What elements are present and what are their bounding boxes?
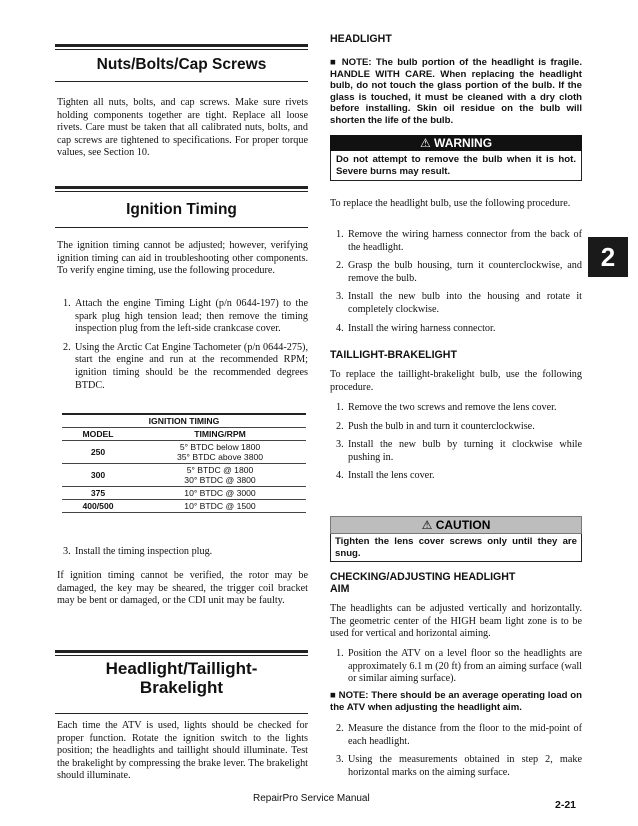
list-item-text: Install the lens cover. [348, 470, 435, 482]
list-item-number: 4. [336, 322, 344, 334]
warning-label: ⚠ WARNING [330, 135, 582, 151]
warning-box [330, 135, 582, 181]
table-cell-timing [134, 500, 306, 513]
timing-line: 10° BTDC @ 1500 [184, 501, 256, 511]
list-item [330, 754, 582, 779]
list-item-number: 1. [336, 229, 344, 240]
headlight-note: ■ NOTE: The bulb portion of the headlight is fragile. HANDLE WITH CARE. When replacing the headlight bulb, do not touch the glass portion of the bulb. If the glass is touched, it must be cleaned with a dry cloth before installing. Skin oil residue on the bulb will shorten the life of the bulb. [330, 57, 582, 126]
table-row [62, 464, 306, 487]
list-item-text: Remove the two screws and remove the lens cover. [348, 402, 557, 413]
list-item-number: 1. [63, 298, 71, 309]
caution-box [330, 516, 582, 562]
ignition-timing-table [62, 413, 306, 513]
list-item [330, 723, 582, 748]
list-item-text: Using the Arctic Cat Engine Tachometer (p/n 0644-275), start the engine and run at the recommended RPM; ignition timing should be the recommended degrees BTDC. [75, 341, 308, 391]
table-row [62, 500, 306, 513]
headlight-section-body: Each time the ATV is used, lights should be checked for proper function. Rotate the ignition switch to the lights position; the headlights and taillight should illuminate. Test the brakelight by compressing the brake lever. The brakelight should illuminate. [57, 720, 308, 782]
ignition-step-3: 3. Install the timing inspection plug. [63, 546, 213, 557]
table-row [62, 487, 306, 500]
list-item [330, 402, 582, 415]
table-cell-model: 400/500 [62, 500, 134, 513]
list-item-text: Push the bulb in and turn it counterclockwise. [348, 420, 535, 432]
list-item-number: 3. [336, 754, 344, 766]
headlight-section-title-line1: Headlight/Taillight- [105, 659, 258, 678]
list-item-number: 2. [336, 723, 344, 734]
table-header-model: MODEL [62, 428, 134, 441]
list-item-number: 1. [336, 402, 344, 413]
timing-line: 5° BTDC below 1800 [179, 442, 261, 452]
list-item [330, 323, 582, 336]
list-item-number: 2. [63, 341, 71, 353]
table-cell-model: 375 [62, 487, 134, 500]
aim-step-1: 1. Position the ATV on a level floor so the headlights are approximately 6.1 m (20 ft) from an aiming surface (wall or similar aiming surface). [336, 648, 582, 685]
timing-line: 35° BTDC above 3800 [176, 452, 264, 462]
caution-text: Tighten the lens cover screws only until they are snug. [330, 534, 582, 562]
headlight-intro: To replace the headlight bulb, use the following procedure. [330, 198, 571, 209]
ignition-after: If ignition timing cannot be verified, the rotor may be damaged, the key may be sheared, the trigger coil bracket may be bent or damaged, or the CDI unit may be faulty. [57, 570, 308, 607]
footer-manual: RepairPro Service Manual [253, 793, 370, 804]
aim-note: ■ NOTE: There should be an average operating load on the ATV when adjusting the headlight aim. [330, 690, 582, 713]
table-cell-timing [134, 464, 306, 487]
taillight-steps [330, 402, 582, 489]
list-item-number: 2. [336, 420, 344, 432]
list-item [330, 439, 582, 464]
nuts-bolts-body: Tighten all nuts, bolts, and cap screws. Make sure rivets holding components together are tight. Replace all loose rivets. Care must be taken that all calibrated nuts, bolts, and cap screws are tightened to specifications. For proper torque values, see Section 10. [57, 97, 308, 159]
ignition-timing-title: Ignition Timing [126, 201, 237, 218]
section-tab: 2 [588, 237, 628, 277]
list-item-text: Grasp the bulb housing, turn it counterclockwise, and remove the bulb. [348, 260, 582, 284]
table-cell-timing [134, 487, 306, 500]
list-item [330, 421, 582, 434]
list-item [330, 291, 582, 316]
warning-text: Do not attempt to remove the bulb when it is hot. Severe burns may result. [330, 151, 582, 181]
headlight-section-title-line2: Brakelight [139, 678, 224, 697]
list-item-text: Using the measurements obtained in step 2, make horizontal marks on the aiming surface. [348, 754, 582, 778]
list-item [57, 298, 308, 336]
list-item [330, 229, 582, 254]
ignition-intro: The ignition timing cannot be adjusted; however, verifying ignition timing can aid in troubleshooting other components. To verify engine timing, use the following procedure. [57, 240, 308, 277]
list-item-text: Install the new bulb by turning it clockwise while pushing in. [348, 439, 582, 463]
list-item-number: 3. [336, 439, 344, 451]
list-item-text: Attach the engine Timing Light (p/n 0644-197) to the spark plug high tension lead; then remove the timing inspection plug from the left-side crankcase cover. [75, 298, 308, 335]
list-item-number: 2. [336, 260, 344, 272]
list-item-number: 3. [336, 291, 344, 303]
list-item-number: 4. [336, 470, 344, 482]
table-header-timing: TIMING/RPM [134, 428, 306, 441]
aim-heading: CHECKING/ADJUSTING HEADLIGHT AIM [330, 571, 516, 595]
table-cell-model: 250 [62, 441, 134, 464]
section-title-nuts-bolts [55, 44, 308, 82]
taillight-intro: To replace the taillight-brakelight bulb, use the following procedure. [330, 369, 582, 393]
list-item-text: Install the new bulb into the housing and rotate it completely clockwise. [348, 291, 582, 315]
list-item-text: Measure the distance from the floor to the mid-point of each headlight. [348, 723, 582, 747]
list-item-text: Remove the wiring harness connector from the back of the headlight. [348, 229, 582, 253]
aim-intro: The headlights can be adjusted vertically and horizontally. The geometric center of the HIGH beam light zone is to be used for vertical and horizontal aiming. [330, 603, 582, 640]
table-cell-timing [134, 441, 306, 464]
timing-line: 5° BTDC @ 1800 [186, 465, 254, 475]
aim-steps [330, 723, 582, 785]
table-row [62, 441, 306, 464]
caution-label: ⚠ CAUTION [330, 516, 582, 534]
section-title-ignition-timing [55, 186, 308, 228]
ignition-steps [57, 298, 308, 398]
footer-page-number: 2-21 [555, 799, 577, 811]
list-item [330, 260, 582, 285]
list-item [330, 470, 582, 483]
headlight-steps [330, 229, 582, 341]
timing-line: 10° BTDC @ 3000 [184, 488, 256, 498]
table-cell-model: 300 [62, 464, 134, 487]
list-item [57, 342, 308, 392]
section-title-headlight-taillight [55, 650, 308, 714]
table-caption: IGNITION TIMING [62, 414, 306, 428]
headlight-heading: HEADLIGHT [330, 33, 392, 45]
timing-line: 30° BTDC @ 3800 [184, 475, 256, 485]
taillight-heading: TAILLIGHT-BRAKELIGHT [330, 349, 457, 361]
nuts-bolts-title: Nuts/Bolts/Cap Screws [96, 56, 267, 73]
list-item-text: Install the wiring harness connector. [348, 322, 496, 334]
